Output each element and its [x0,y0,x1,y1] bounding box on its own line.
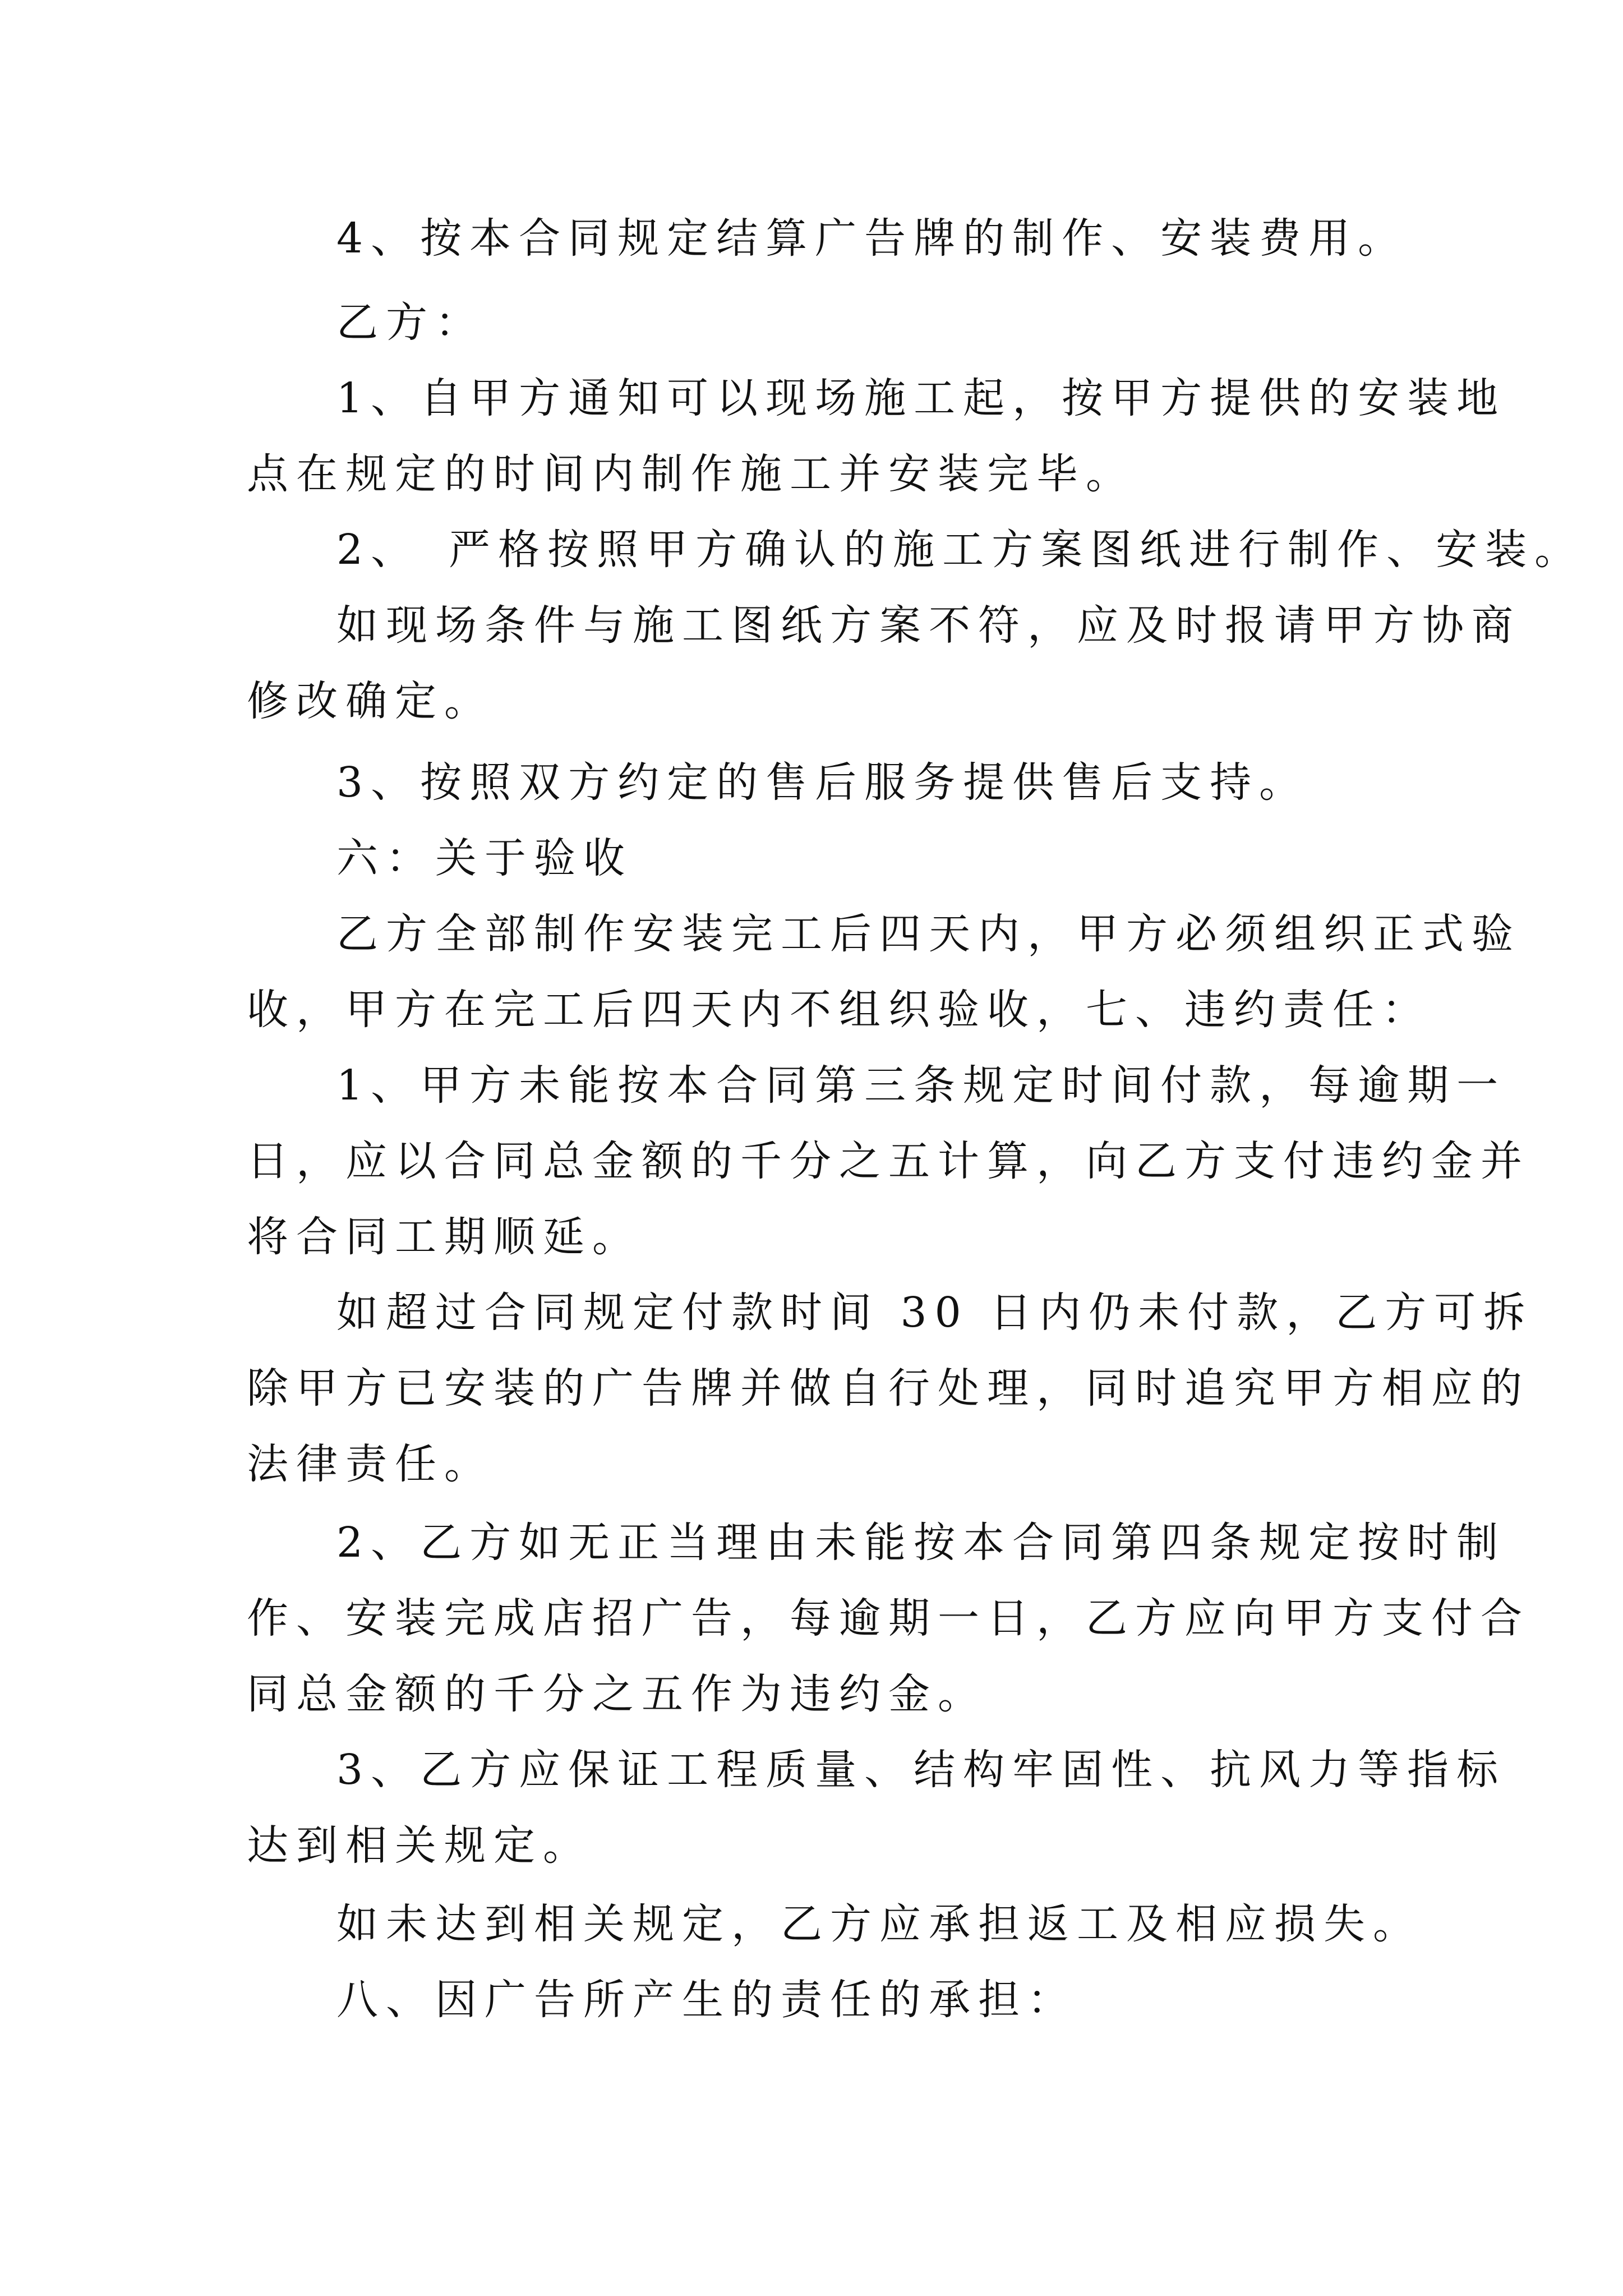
paragraph-line: 如现场条件与施工图纸方案不符，应及时报请甲方协商 [336,601,1521,650]
paragraph-line: 1、甲方未能按本合同第三条规定时间付款，每逾期一 [336,1061,1506,1110]
paragraph-line: 3、乙方应保证工程质量、结构牢固性、抗风力等指标 [336,1746,1506,1794]
paragraph-line: 如超过合同规定付款时间 30 日内仍未付款，乙方可拆 [336,1289,1533,1337]
paragraph-line: 点在规定的时间内制作施工并安装完毕。 [247,450,1135,498]
paragraph-line: 将合同工期顺延。 [247,1213,642,1261]
paragraph-line: 4、按本合同规定结算广告牌的制作、安装费用。 [336,214,1408,263]
paragraph-line: 除甲方已安装的广告牌并做自行处理，同时追究甲方相应的 [247,1364,1530,1412]
paragraph-line: 修改确定。 [247,677,494,725]
paragraph-line: 3、按照双方约定的售后服务提供售后支持。 [336,758,1309,807]
paragraph-line: 法律责任。 [247,1440,494,1488]
paragraph-line: 2、 严格按照甲方确认的施工方案图纸进行制作、安装。 [336,526,1584,574]
section-heading: 六：关于验收 [336,834,633,882]
paragraph-line: 日，应以合同总金额的千分之五计算，向乙方支付违约金并 [247,1137,1530,1185]
paragraph-line: 2、乙方如无正当理由未能按本合同第四条规定按时制 [336,1519,1506,1567]
paragraph-line: 乙方全部制作安装完工后四天内，甲方必须组织正式验 [336,910,1521,958]
paragraph-line: 达到相关规定。 [247,1821,592,1870]
paragraph-line: 作、安装完成店招广告，每逾期一日，乙方应向甲方支付合 [247,1594,1530,1642]
paragraph-line: 收，甲方在完工后四天内不组织验收，七、违约责任： [247,986,1431,1034]
paragraph-line: 1、自甲方通知可以现场施工起，按甲方提供的安装地 [336,374,1506,422]
paragraph-line: 乙方： [336,298,485,347]
section-heading: 八、因广告所产生的责任的承担： [336,1976,1077,2024]
paragraph-line: 同总金额的千分之五作为违约金。 [247,1670,987,1718]
paragraph-line: 如未达到相关规定，乙方应承担返工及相应损失。 [336,1900,1422,1948]
